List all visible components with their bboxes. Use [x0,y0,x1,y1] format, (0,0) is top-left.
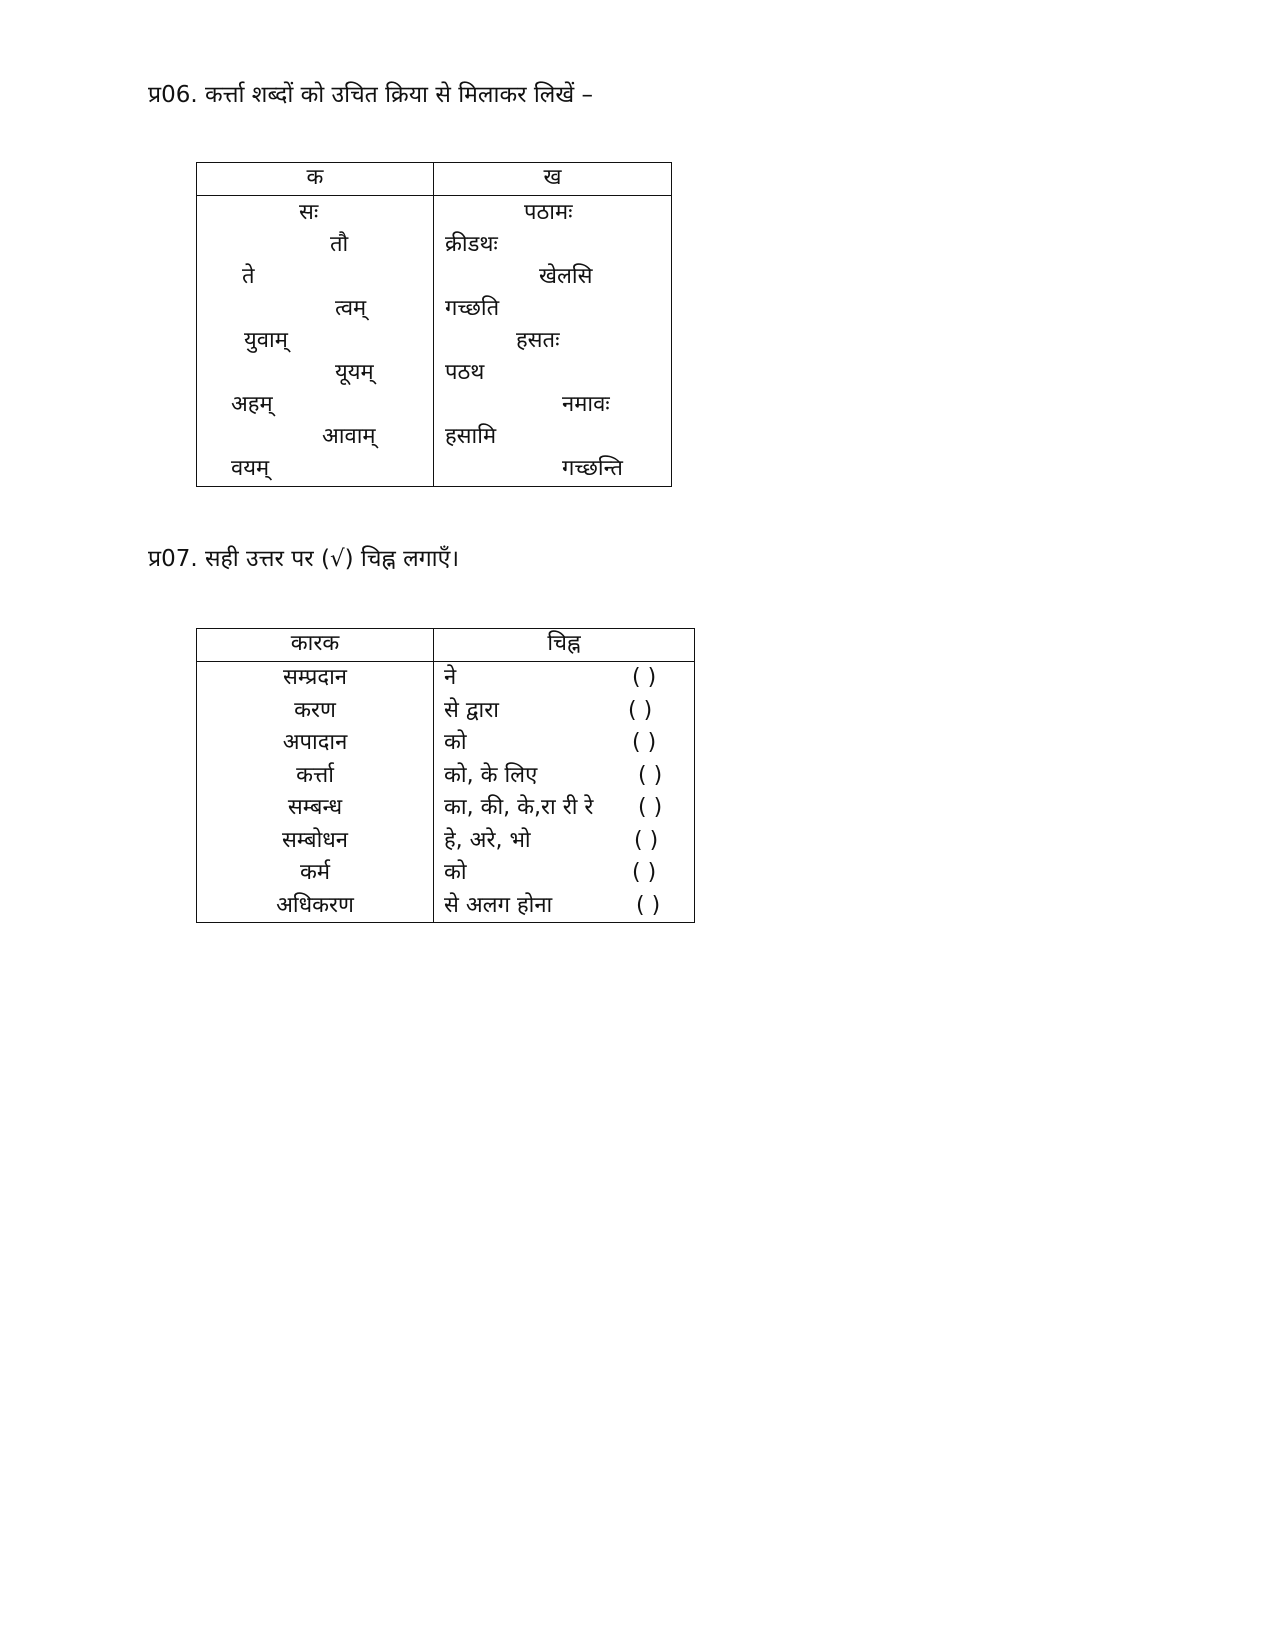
subject-word: वयम् [231,456,270,481]
subject-word: यूयम् [335,360,374,385]
verb-word: गच्छति [445,296,500,321]
table-row [197,890,695,923]
chihn-text: को [444,730,467,755]
karak-name: कर्म [197,857,434,890]
answer-bracket[interactable]: ( ) [638,795,663,820]
karak-name: सम्बन्ध [197,792,434,825]
verb-word: पठथ [445,360,485,385]
matching-table [196,162,672,487]
karak-name: अपादान [197,727,434,760]
table-row [197,792,695,825]
karak-name: सम्प्रदान [197,662,434,695]
subject-word: आवाम् [322,424,376,449]
karak-name: अधिकरण [197,890,434,923]
chihn-text: ने [444,665,457,690]
karak-table [196,628,695,923]
table-row [197,857,695,890]
question-7-heading: प्र07. सही उत्तर पर (√) चिह्न लगाएँ। [148,546,460,572]
verb-word: नमावः [562,392,610,417]
column-header-karak: कारक [197,629,434,662]
verb-word: हसतः [516,328,560,353]
subject-word: युवाम् [244,328,288,353]
verb-word: क्रीडथः [445,232,498,257]
subject-word: त्वम् [335,296,367,321]
subject-column [197,196,434,487]
karak-name: कर्त्ता [197,760,434,793]
column-header-chihn: चिह्न [434,629,695,662]
chihn-text: को [444,860,467,885]
chihn-text: हे, अरे, भो [444,827,531,853]
question-6-heading: प्र06. कर्त्ता शब्दों को उचित क्रिया से मिलाकर लिखें – [148,82,594,108]
answer-bracket[interactable]: ( ) [632,860,657,885]
verb-column [434,196,672,487]
answer-bracket[interactable]: ( ) [632,730,657,755]
verb-word: गच्छन्ति [562,456,623,481]
answer-bracket[interactable]: ( ) [628,697,653,723]
chihn-text: से द्वारा [444,697,499,723]
table-row [197,825,695,858]
table-row [197,662,695,695]
answer-bracket[interactable]: ( ) [638,762,663,788]
chihn-text: का, की, के,रा री रे [444,795,594,820]
table-row [197,760,695,793]
verb-word: खेलसि [539,264,593,289]
subject-word: ते [242,264,255,289]
subject-word: सः [299,200,319,225]
column-header-ka: क [197,163,434,196]
subject-word: अहम् [231,392,273,417]
karak-name: करण [197,695,434,728]
karak-name: सम्बोधन [197,825,434,858]
verb-word: हसामि [445,424,497,449]
verb-word: पठामः [524,200,573,225]
answer-bracket[interactable]: ( ) [634,827,659,853]
column-header-kha: ख [434,163,672,196]
subject-word: तौ [330,232,349,257]
chihn-text: को, के लिए [444,762,538,788]
table-row [197,727,695,760]
table-row [197,695,695,728]
answer-bracket[interactable]: ( ) [636,892,661,918]
answer-bracket[interactable]: ( ) [632,665,657,690]
chihn-text: से अलग होना [444,892,553,918]
